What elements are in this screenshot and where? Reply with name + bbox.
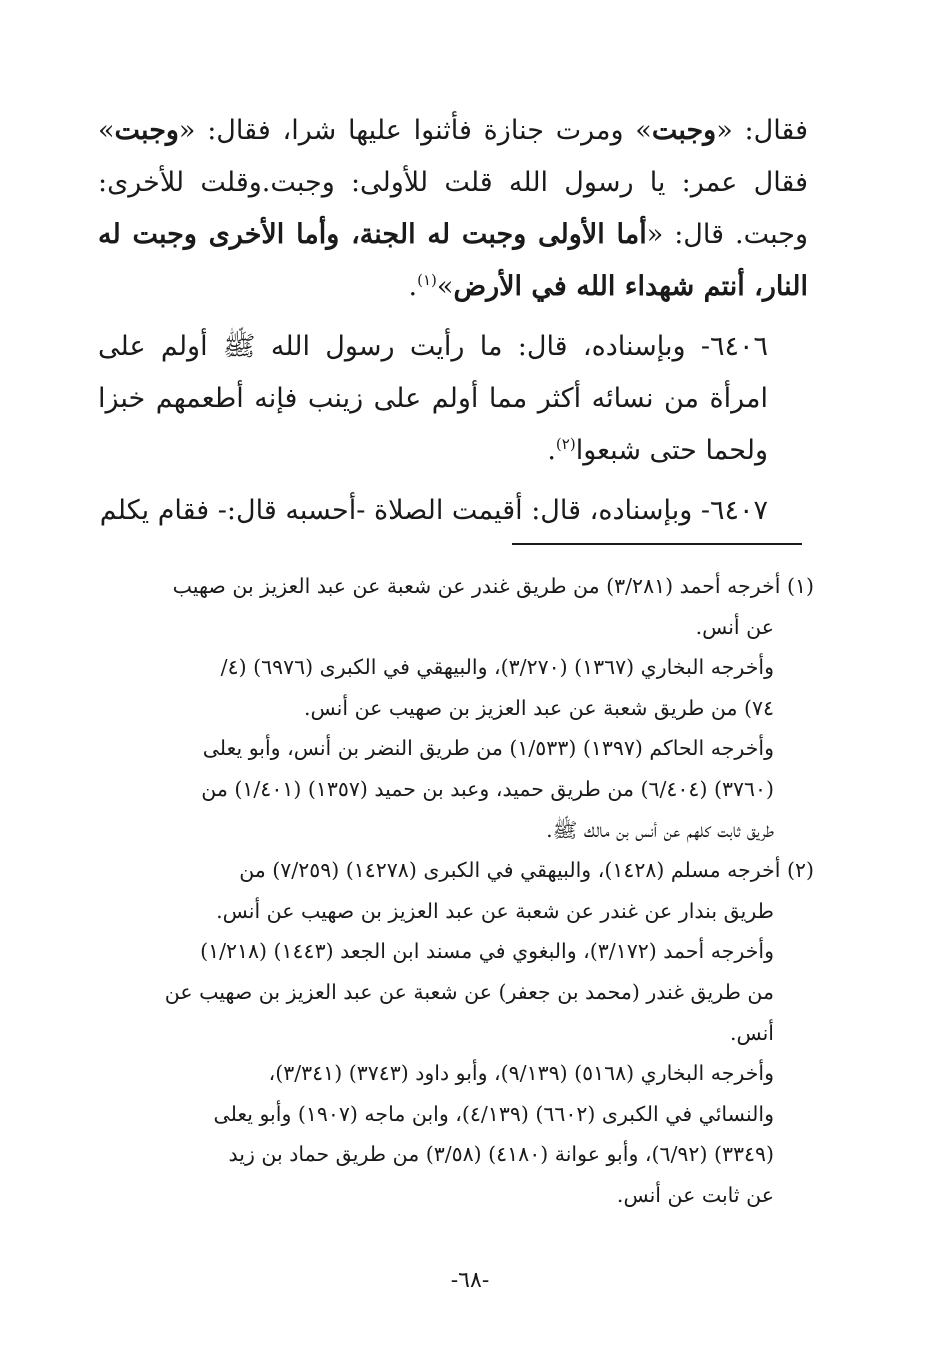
text-run: فقال: « <box>716 115 809 146</box>
text-run: ٦٤٠٧- وبإسناده، قال: أقيمت الصلاة -أحسبه قال:- فقام يكلم <box>99 495 768 526</box>
footnote-2 <box>102 850 814 1215</box>
footnote-line: والنسائي في الكبرى (٦٦٠٢) (٤/١٣٩)، وابن ماجه (١٩٠٧) وأبو يعلى <box>213 1101 774 1126</box>
footnote-line: (٣٧٦٠) (٦/٤٠٤) من طريق حميد، وعبد بن حميد (١٣٥٧) (١/٤٠١) من <box>201 776 774 801</box>
page-number: -٦٨- <box>450 1268 490 1293</box>
footnote-1 <box>102 566 814 850</box>
text-run: . <box>547 435 556 466</box>
footnote-marker-2: (٢) <box>555 435 576 453</box>
text-run: » فقال عمر: يا رسول الله قلت للأولى: وجبت.وقلت للأخرى: وجبت. قال: « <box>98 115 808 250</box>
footnote-line: أنس. <box>729 1020 774 1045</box>
footnote-line: وأخرجه البخاري (١٣٦٧) (٣/٢٧٠)، والبيهقي في الكبرى (٦٩٧٦) (٤/ <box>220 655 774 680</box>
footnote-line: (٣٣٤٩) (٦/٩٢)، وأبو عوانة (٤١٨٠) (٣/٥٨) من طريق حماد بن زيد <box>228 1142 774 1167</box>
footnote-line: طريق ثابت كلهم عن أنس بن مالك ﷺ. <box>546 817 774 842</box>
bold-quote: وجبت <box>651 115 717 146</box>
text-run: » <box>436 271 454 302</box>
footnote-line: وأخرجه البخاري (٥١٦٨) (٩/١٣٩)، وأبو داود (٣٧٤٣) (٣/٣٤١)، <box>268 1061 774 1086</box>
paragraph-hadith-6407 <box>98 485 808 537</box>
footnote-line: عن ثابت عن أنس. <box>616 1182 774 1207</box>
footnote-line: ٧٤) من طريق شعبة عن عبد العزيز بن صهيب عن أنس. <box>304 695 774 720</box>
bold-quote: وجبت <box>114 115 179 146</box>
footnote-number: (٢) <box>786 858 814 883</box>
footnote-number: (١) <box>786 574 814 598</box>
paragraph-hadith-6406 <box>98 321 808 477</box>
main-text <box>98 105 808 537</box>
text-run: . <box>408 271 418 302</box>
footnote-line: عن أنس. <box>695 614 774 639</box>
footnote-text: أخرجه أحمد (٣/٢٨١) من طريق غندر عن شعبة عن عبد العزيز بن صهيب <box>172 574 781 598</box>
text-run: ٦٤٠٦- وبإسناده، قال: ما رأيت رسول الله ﷺ أولم على امرأة من نسائه أكثر مما أولم على زينب فإنه أطعمهم خبزا ولحما حتى شبعوا <box>98 331 768 466</box>
paragraph-hadith-6405-end <box>98 105 808 313</box>
text-run: » ومرت جنازة فأثنوا عليها شرا، فقال: « <box>178 115 652 146</box>
footnote-line: من طريق غندر (محمد بن جعفر) عن شعبة عن عبد العزيز بن صهيب عن <box>164 979 774 1004</box>
footnotes <box>102 566 814 1216</box>
bold-hadith-text: أما الأولى وجبت له الجنة، وأما الأخرى وجبت له النار، أنتم شهداء الله في الأرض <box>98 219 808 302</box>
footnote-line <box>102 566 814 607</box>
footnote-marker-1: (١) <box>417 271 437 289</box>
footnote-line: طريق بندار عن غندر عن شعبة عن عبد العزيز بن صهيب عن أنس. <box>216 898 774 923</box>
footnote-separator <box>512 543 802 545</box>
footnote-line: وأخرجه أحمد (٣/١٧٢)، والبغوي في مسند ابن الجعد (١٤٤٣) (١/٢١٨) <box>200 939 774 964</box>
footnote-line <box>102 850 814 891</box>
footnote-text: أخرجه مسلم (١٤٢٨)، والبيهقي في الكبرى (١٤٢٧٨) (٧/٢٥٩) من <box>239 858 781 883</box>
footnote-line: وأخرجه الحاكم (١٣٩٧) (١/٥٣٣) من طريق النضر بن أنس، وأبو يعلى <box>202 736 774 761</box>
